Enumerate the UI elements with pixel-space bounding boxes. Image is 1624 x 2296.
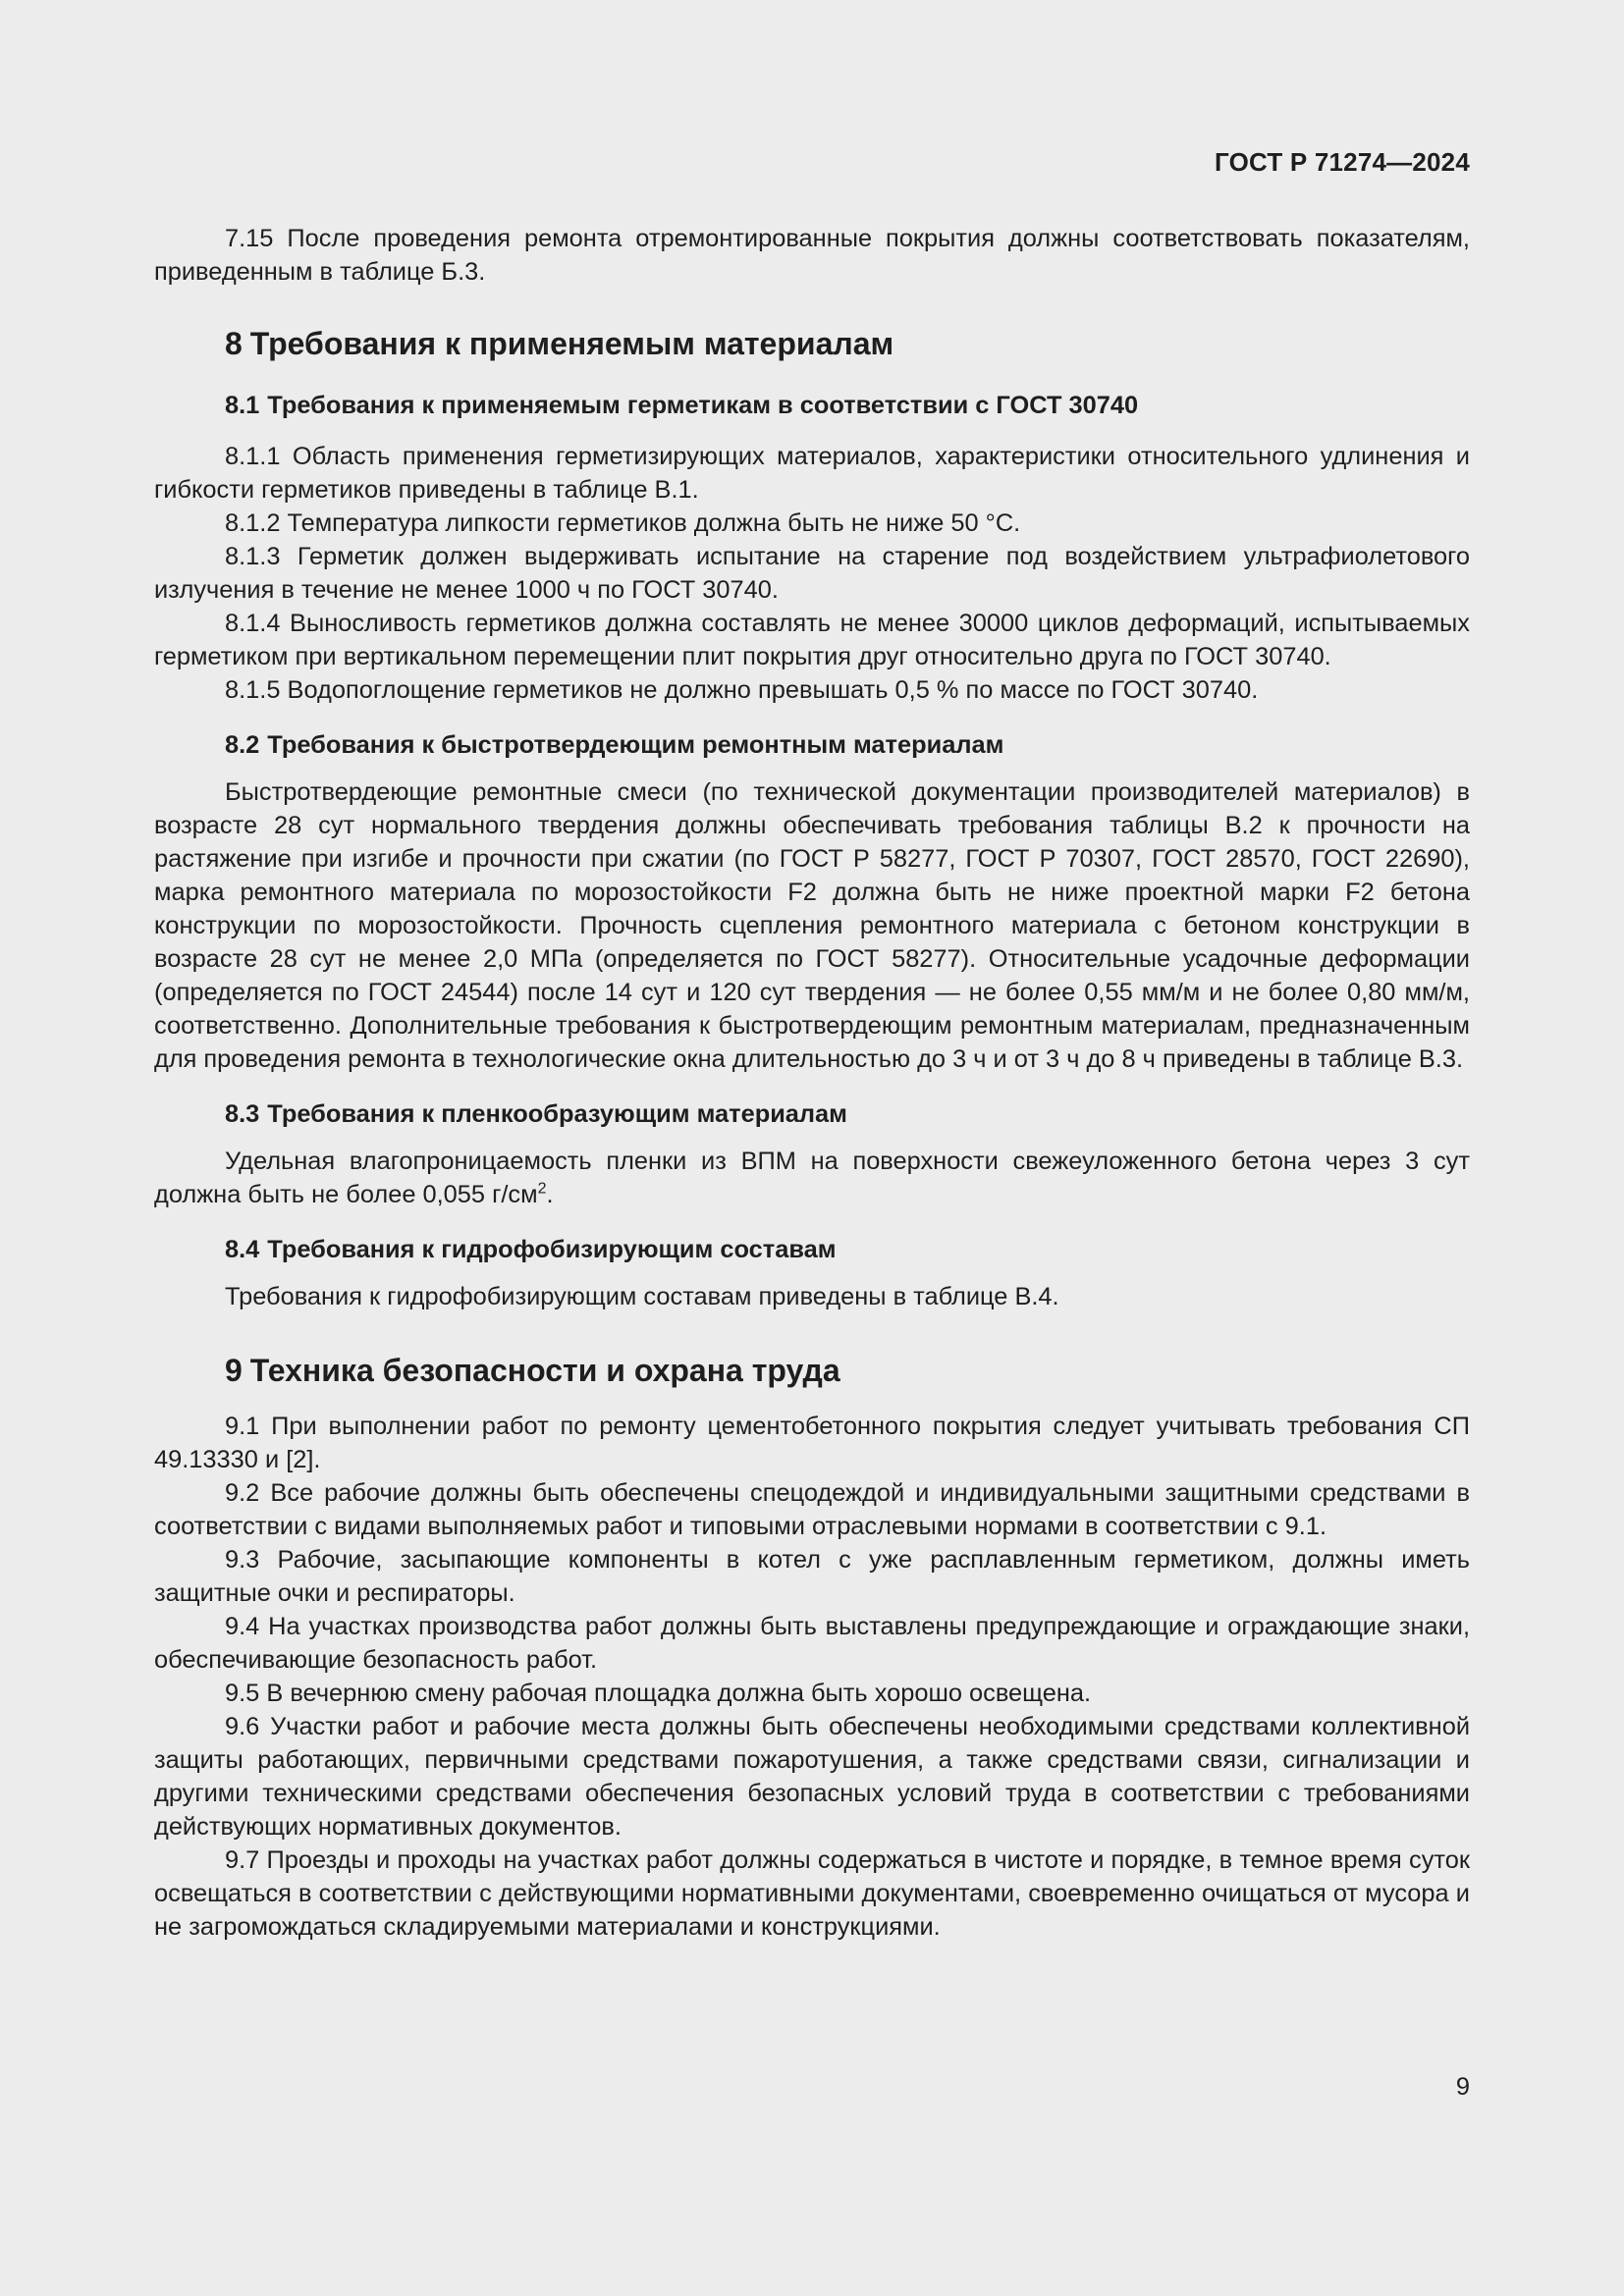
section-title: Требования к применяемым материалам (249, 326, 894, 361)
subsection-number: 8.1 (225, 392, 260, 419)
subsection-number: 8.4 (225, 1236, 260, 1263)
paragraph-9-6: 9.6 Участки работ и рабочие места должны быть обеспечены необходимыми средствами коллективной защиты работающих, первичными средствами пожаротушения, а также средствами связи, сигнализации и другими техническими средствами обеспечения безопасных условий труда в соответствии с требованиями действующих нормативных документов. (154, 1713, 1470, 1841)
paragraph-8-1-1: 8.1.1 Область применения герметизирующих материалов, характеристики относительного удлинения и гибкости герметиков приведены в таблице В.1. (154, 443, 1470, 504)
paragraph-9-5: 9.5 В вечернюю смену рабочая площадка должна быть хорошо освещена. (225, 1680, 1092, 1707)
subsection-8-2-heading (154, 728, 1470, 762)
paragraph-8-1-5: 8.1.5 Водопоглощение герметиков не должно превышать 0,5 % по массе по ГОСТ 30740. (225, 676, 1259, 704)
paragraph-9-4: 9.4 На участках производства работ должны быть выставлены предупреждающие и ограждающие знаки, обеспечивающие безопасность работ. (154, 1613, 1470, 1674)
paragraph-8-3 (154, 1145, 1470, 1211)
paragraph-end: . (546, 1181, 554, 1208)
document-body (154, 222, 1470, 1944)
subsection-number: 8.3 (225, 1100, 260, 1128)
page-number: 9 (1455, 2073, 1470, 2101)
paragraph-text: Удельная влагопроницаемость пленки из ВПМ на поверхности свежеуложенного бетона через 3 сут должна быть не более 0,055 г/см (154, 1148, 1470, 1208)
subsection-title: Требования к быстротвердеющим ремонтным материалам (267, 731, 1004, 759)
paragraph-8-1-3: 8.1.3 Герметик должен выдерживать испытание на старение под воздействием ультрафиолетового излучения в течение не менее 1000 ч по ГОСТ 30740. (154, 543, 1470, 604)
section-title: Техника безопасности и охрана труда (249, 1353, 840, 1388)
paragraph-9-3: 9.3 Рабочие, засыпающие компоненты в котел с уже расплавленным герметиком, должны иметь защитные очки и респираторы. (154, 1546, 1470, 1607)
paragraph-9-7: 9.7 Проезды и проходы на участках работ должны содержаться в чистоте и порядке, в темное время суток освещаться в соответствии с действующими нормативными документами, своевременно очищаться от мусора и не загромождаться складируемыми материалами и конструкциями. (154, 1846, 1470, 1941)
paragraph-7-15: 7.15 После проведения ремонта отремонтированные покрытия должны соответствовать показателям, приведенным в таблице Б.3. (154, 225, 1470, 286)
subsection-title: Требования к применяемым герметикам в соответствии с ГОСТ 30740 (267, 392, 1139, 419)
document-code-header: ГОСТ Р 71274—2024 (1215, 147, 1470, 177)
section-number: 8 (225, 326, 243, 361)
section-8-heading (154, 324, 1470, 363)
subsection-title: Требования к пленкообразующим материалам (267, 1100, 847, 1128)
paragraph-8-2: Быстротвердеющие ремонтные смеси (по технической документации производителей материалов) в возрасте 28 сут нормального твердения должны обеспечивать требования таблицы В.2 к прочности на растяжение при изгибе и прочности при сжатии (по ГОСТ Р 58277, ГОСТ Р 70307, ГОСТ 28570, ГОСТ 22690), марка ремонтного материала по морозостойкости F2 должна быть не ниже проектной марки F2 бетона конструкции по морозостойкости. Прочность сцепления ремонтного материала с бетоном конструкции в возрасте 28 сут не менее 2,0 МПа (определяется по ГОСТ 58277). Относительные усадочные деформации (определяется по ГОСТ 24544) после 14 сут и 120 сут твердения — не более 0,55 мм/м и не более 0,80 мм/м, соответственно. Дополнительные требования к быстротвердеющим ремонтным материалам, предназначенным для проведения ремонта в технологические окна длительностью до 3 ч и от 3 ч до 8 ч приведены в таблице В.3. (154, 778, 1470, 1073)
subsection-number: 8.2 (225, 731, 260, 759)
paragraph-9-2: 9.2 Все рабочие должны быть обеспечены спецодеждой и индивидуальными защитными средствами в соответствии с видами выполняемых работ и типовыми отраслевыми нормами в соответствии с 9.1. (154, 1479, 1470, 1540)
paragraph-8-4: Требования к гидрофобизирующим составам приведены в таблице В.4. (225, 1283, 1059, 1310)
subsection-8-4-heading (154, 1233, 1470, 1266)
superscript: 2 (537, 1180, 547, 1198)
subsection-8-1-heading (154, 389, 1470, 422)
section-number: 9 (225, 1353, 243, 1388)
paragraph-9-1: 9.1 При выполнении работ по ремонту цементобетонного покрытия следует учитывать требования СП 49.13330 и [2]. (154, 1413, 1470, 1473)
paragraph-8-1-4: 8.1.4 Выносливость герметиков должна составлять не менее 30000 циклов деформаций, испытываемых герметиком при вертикальном перемещении плит покрытия друг относительно друга по ГОСТ 30740. (154, 610, 1470, 670)
section-9-heading (154, 1351, 1470, 1390)
subsection-8-3-heading (154, 1097, 1470, 1131)
subsection-title: Требования к гидрофобизирующим составам (267, 1236, 837, 1263)
paragraph-8-1-2: 8.1.2 Температура липкости герметиков должна быть не ниже 50 °С. (225, 509, 1021, 537)
